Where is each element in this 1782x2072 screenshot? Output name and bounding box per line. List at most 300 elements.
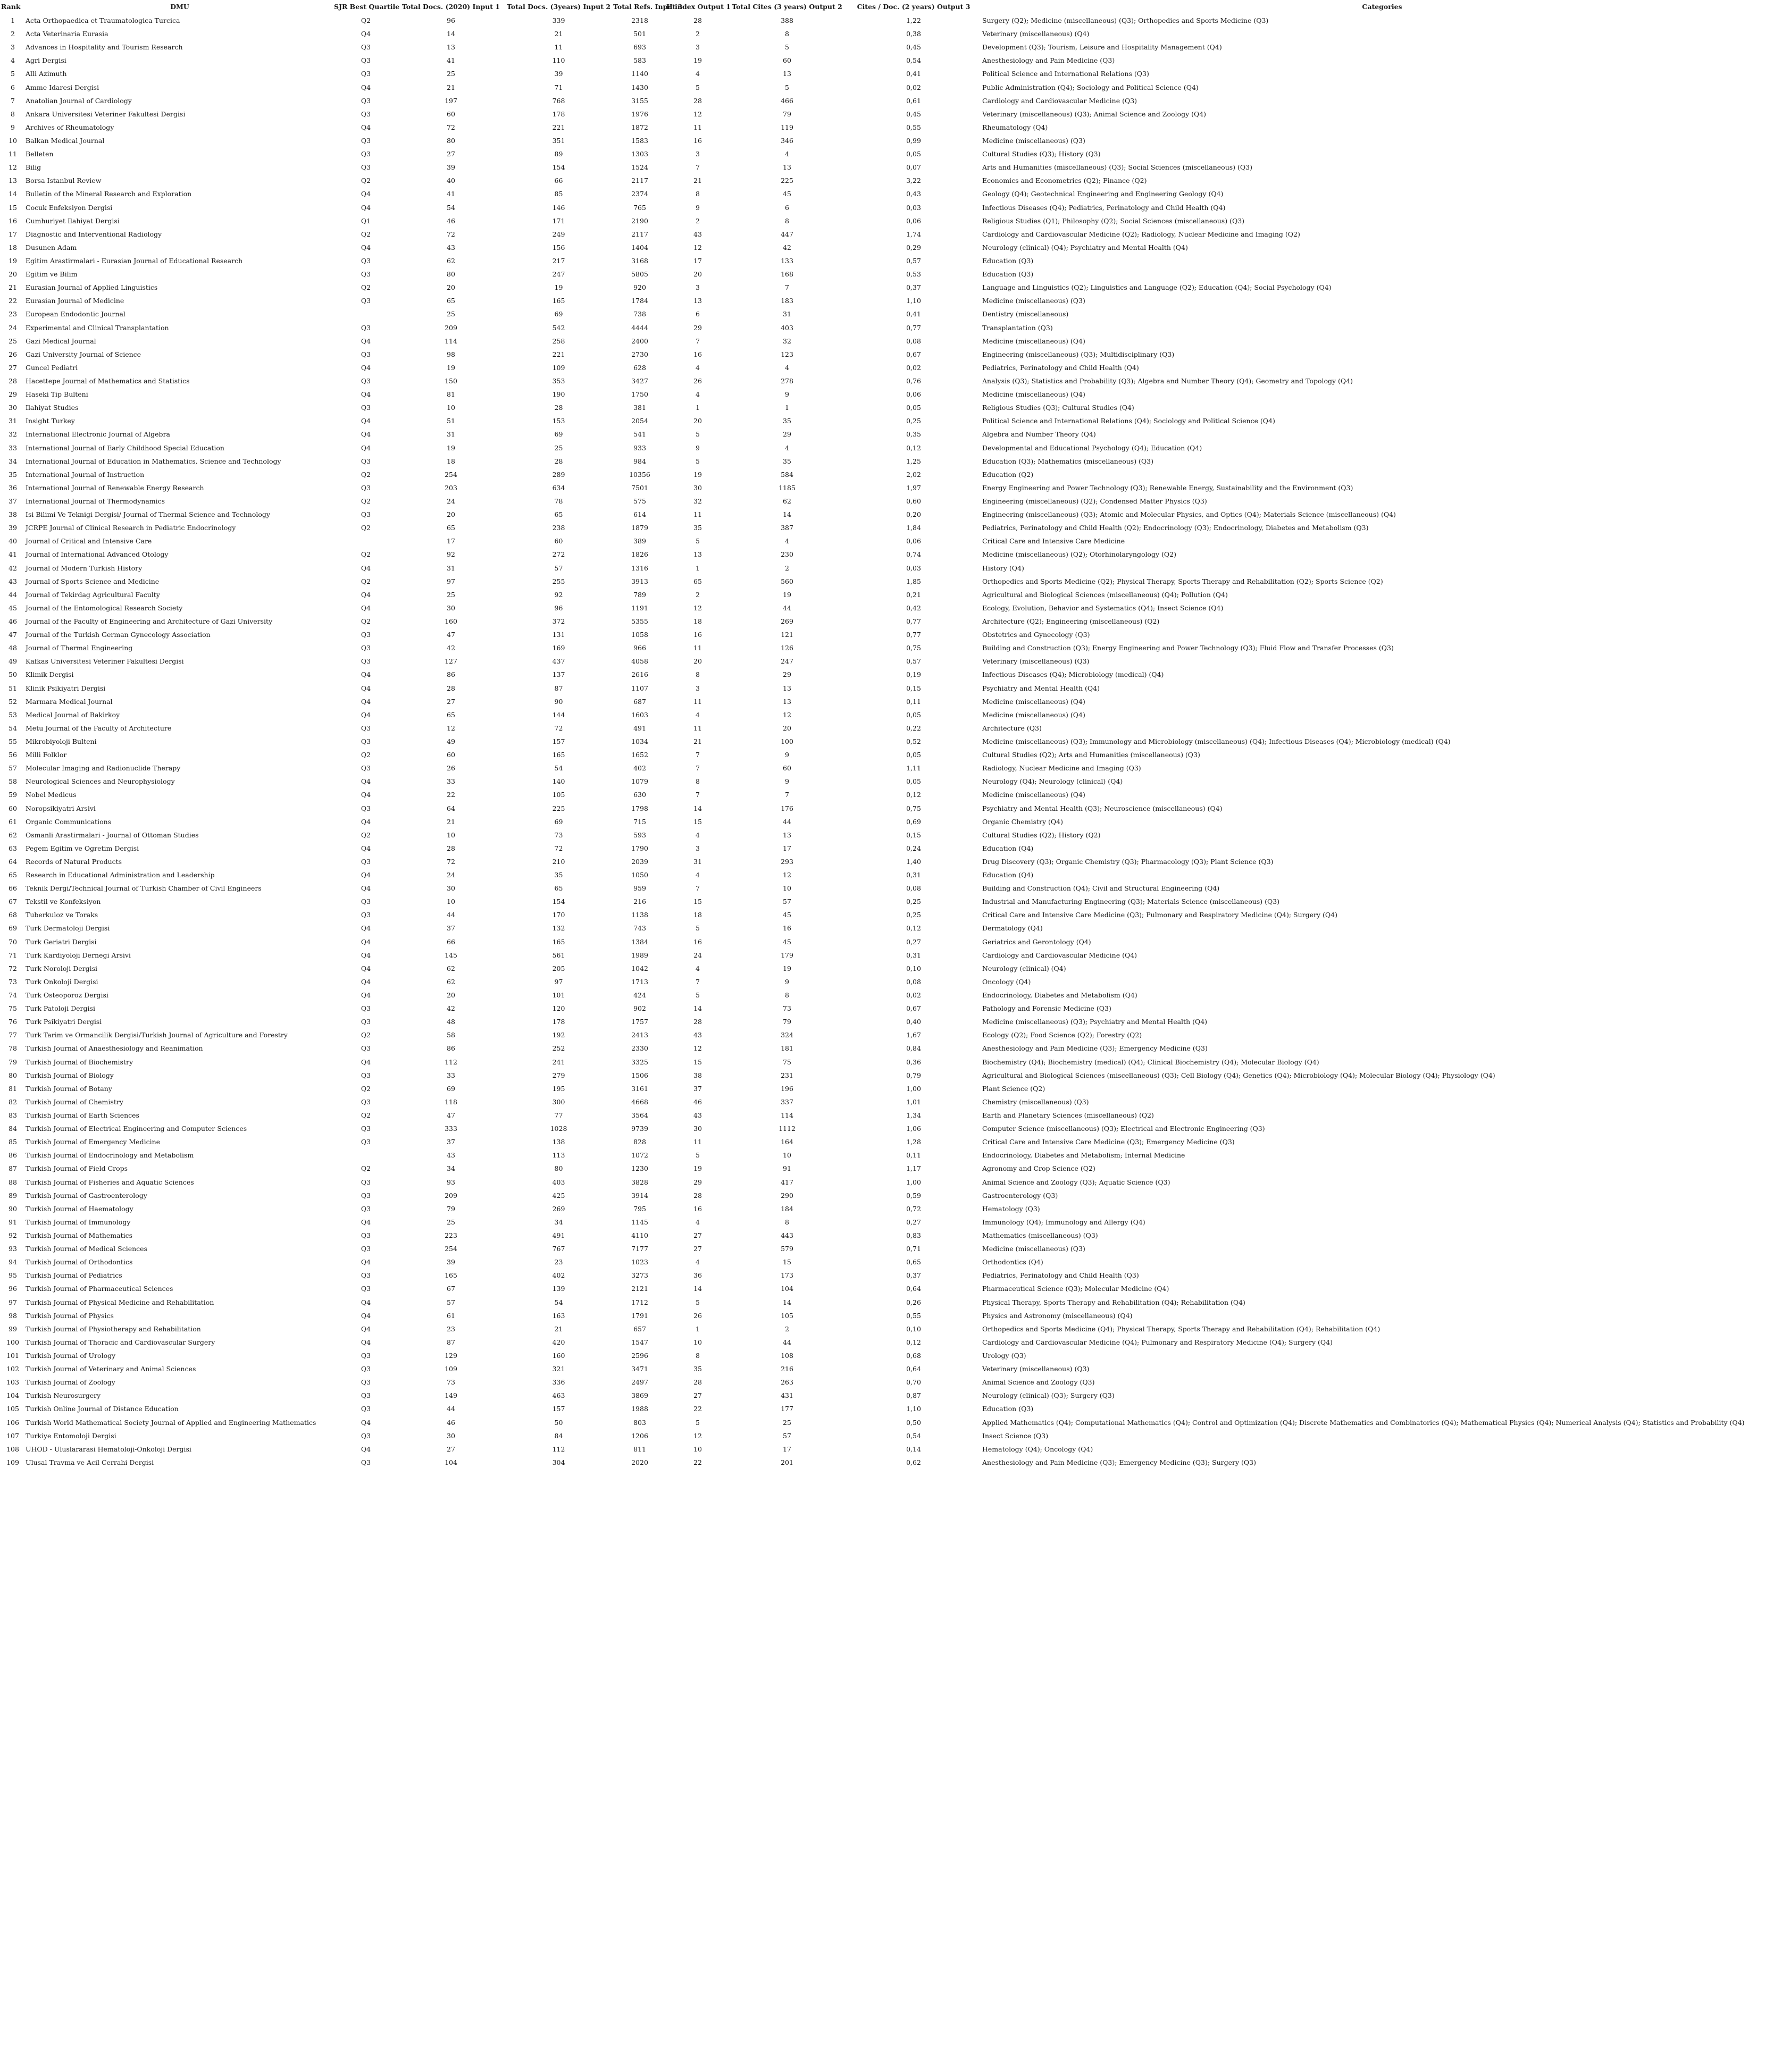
cell-total-docs-2020: 254 <box>445 1245 457 1253</box>
cell-dmu: International Journal of Renewable Energy Research <box>26 483 204 492</box>
cell-total-docs-2020: 37 <box>447 1138 455 1146</box>
cell-total-docs-3years: 72 <box>554 844 563 852</box>
cell-categories: Earth and Planetary Sciences (miscellaneous) (Q2) <box>982 1111 1154 1120</box>
cell-total-docs-2020: 114 <box>445 337 457 345</box>
cell-h-index: 30 <box>693 1125 702 1133</box>
cell-cites-per-doc: 0,41 <box>906 70 921 78</box>
cell-rank: 5 <box>11 70 15 78</box>
cell-total-refs: 2730 <box>631 350 648 358</box>
cell-rank: 82 <box>9 1097 17 1106</box>
cell-h-index: 20 <box>693 417 702 425</box>
cell-quartile: Q3 <box>361 1365 371 1373</box>
cell-rank: 27 <box>9 363 17 372</box>
table-row <box>0 134 1782 147</box>
cell-total-cites: 346 <box>781 137 793 145</box>
cell-h-index: 8 <box>696 777 700 786</box>
cell-categories: Cardiology and Cardiovascular Medicine (Q3) <box>982 96 1137 105</box>
cell-h-index: 7 <box>696 977 700 986</box>
cell-total-cites: 35 <box>783 417 791 425</box>
cell-h-index: 1 <box>696 564 700 572</box>
cell-dmu: Turkish Journal of Fisheries and Aquatic Sciences <box>26 1178 194 1186</box>
cell-total-refs: 2596 <box>631 1351 648 1360</box>
cell-quartile: Q2 <box>361 1111 371 1120</box>
cell-categories: Transplantation (Q3) <box>982 323 1053 332</box>
cell-total-cites: 15 <box>783 1258 791 1266</box>
cell-rank: 49 <box>9 657 17 666</box>
cell-total-refs: 2020 <box>631 1458 648 1466</box>
table-row <box>0 1336 1782 1349</box>
cell-categories: Religious Studies (Q1); Philosophy (Q2); Social Sciences (miscellaneous) (Q3) <box>982 216 1245 225</box>
cell-total-cites: 8 <box>785 1218 789 1226</box>
table-row <box>0 267 1782 281</box>
cell-h-index: 16 <box>693 350 702 358</box>
cell-total-docs-2020: 39 <box>447 1258 455 1266</box>
cell-dmu: Turkish Journal of Endocrinology and Metabolism <box>26 1151 194 1160</box>
cell-h-index: 21 <box>693 177 702 185</box>
cell-total-docs-2020: 41 <box>447 56 455 65</box>
cell-total-docs-2020: 24 <box>447 871 455 879</box>
cell-total-docs-3years: 92 <box>554 590 563 599</box>
cell-total-refs: 693 <box>633 43 646 52</box>
cell-dmu: International Journal of Education in Mathematics, Science and Technology <box>26 457 281 465</box>
cell-total-docs-2020: 14 <box>447 30 455 38</box>
cell-cites-per-doc: 0,37 <box>906 283 921 292</box>
cell-total-docs-2020: 40 <box>447 177 455 185</box>
cell-cites-per-doc: 0,07 <box>906 163 921 172</box>
cell-quartile: Q3 <box>361 323 371 332</box>
cell-total-cites: 104 <box>781 1285 793 1293</box>
cell-total-docs-3years: 137 <box>552 670 565 679</box>
cell-total-docs-2020: 65 <box>447 297 455 305</box>
cell-cites-per-doc: 0,27 <box>906 937 921 946</box>
cell-total-docs-2020: 333 <box>445 1125 457 1133</box>
cell-total-refs: 2190 <box>631 216 648 225</box>
cell-total-docs-3years: 109 <box>552 363 565 372</box>
cell-dmu: Marmara Medical Journal <box>26 697 113 706</box>
cell-h-index: 38 <box>693 1071 702 1079</box>
cell-categories: Medicine (miscellaneous) (Q4) <box>982 791 1085 799</box>
cell-total-refs: 657 <box>633 1324 646 1333</box>
cell-h-index: 29 <box>693 323 702 332</box>
cell-h-index: 12 <box>693 1044 702 1053</box>
cell-dmu: Turkiye Entomoloji Dergisi <box>26 1431 116 1440</box>
cell-total-docs-3years: 80 <box>554 1164 563 1173</box>
cell-rank: 105 <box>6 1405 19 1413</box>
cell-quartile: Q4 <box>361 937 371 946</box>
cell-rank: 9 <box>11 123 15 131</box>
cell-categories: Ecology, Evolution, Behavior and Systematics (Q4); Insect Science (Q4) <box>982 603 1224 612</box>
cell-cites-per-doc: 1,06 <box>906 1125 921 1133</box>
cell-total-docs-2020: 31 <box>447 564 455 572</box>
cell-total-refs: 4668 <box>631 1097 648 1106</box>
table-row <box>0 521 1782 534</box>
cell-dmu: Journal of the Entomological Research Society <box>26 603 183 612</box>
cell-cites-per-doc: 0,14 <box>906 1445 921 1453</box>
cell-rank: 70 <box>9 937 17 946</box>
cell-categories: Critical Care and Intensive Care Medicine <box>982 537 1125 546</box>
cell-cites-per-doc: 0,67 <box>906 1004 921 1013</box>
cell-dmu: Turk Kardiyoloji Dernegi Arsivi <box>26 951 131 959</box>
cell-rank: 91 <box>9 1218 17 1226</box>
cell-quartile: Q3 <box>361 1351 371 1360</box>
cell-total-refs: 3828 <box>631 1178 648 1186</box>
cell-total-refs: 933 <box>633 443 646 452</box>
cell-categories: Cultural Studies (Q3); History (Q3) <box>982 150 1101 158</box>
cell-quartile: Q4 <box>361 964 371 972</box>
cell-total-refs: 1404 <box>631 243 648 251</box>
cell-total-cites: 10 <box>783 884 791 893</box>
cell-total-cites: 5 <box>785 83 789 91</box>
table-row <box>0 628 1782 641</box>
table-row <box>0 1362 1782 1375</box>
cell-total-cites: 290 <box>781 1191 793 1199</box>
cell-total-docs-3years: 39 <box>554 70 563 78</box>
cell-categories: Cardiology and Cardiovascular Medicine (Q2); Radiology, Nuclear Medicine and Imaging (Q2) <box>982 230 1300 238</box>
cell-rank: 104 <box>6 1391 19 1400</box>
cell-h-index: 16 <box>693 137 702 145</box>
cell-total-cites: 179 <box>781 951 793 959</box>
cell-total-docs-2020: 54 <box>447 203 455 212</box>
cell-total-docs-2020: 22 <box>447 791 455 799</box>
cell-total-refs: 1603 <box>631 710 648 719</box>
cell-cites-per-doc: 0,08 <box>906 337 921 345</box>
cell-total-docs-3years: 21 <box>554 1324 563 1333</box>
cell-cites-per-doc: 1,10 <box>906 297 921 305</box>
cell-cites-per-doc: 1,00 <box>906 1084 921 1093</box>
cell-total-refs: 7501 <box>631 483 648 492</box>
cell-dmu: Turkish Journal of Electrical Engineering and Computer Sciences <box>26 1125 247 1133</box>
cell-total-docs-3years: 132 <box>552 924 565 933</box>
cell-categories: History (Q4) <box>982 564 1024 572</box>
cell-total-docs-2020: 49 <box>447 737 455 745</box>
cell-total-docs-3years: 241 <box>552 1058 565 1066</box>
cell-h-index: 21 <box>693 737 702 745</box>
cell-dmu: Ulusal Travma ve Acil Cerrahi Dergisi <box>26 1458 154 1466</box>
cell-total-cites: 45 <box>783 190 791 198</box>
cell-rank: 25 <box>9 337 17 345</box>
cell-total-refs: 1138 <box>631 911 648 919</box>
cell-h-index: 7 <box>696 337 700 345</box>
cell-total-refs: 4110 <box>631 1231 648 1239</box>
cell-h-index: 28 <box>693 1191 702 1199</box>
cell-total-refs: 1583 <box>631 137 648 145</box>
cell-dmu: Turkish Journal of Thoracic and Cardiovascular Surgery <box>26 1338 215 1346</box>
table-row <box>0 147 1782 161</box>
cell-categories: Medicine (miscellaneous) (Q3); Immunology and Microbiology (miscellaneous) (Q4); Infectious Diseases (Q4); Microbiology (medical) (Q4) <box>982 737 1451 745</box>
cell-total-docs-3years: 60 <box>554 537 563 546</box>
cell-total-docs-2020: 69 <box>447 1084 455 1093</box>
cell-quartile: Q3 <box>361 163 371 172</box>
cell-total-docs-2020: 47 <box>447 1111 455 1120</box>
cell-total-docs-3years: 69 <box>554 430 563 439</box>
table-row <box>0 187 1782 200</box>
table-row <box>0 361 1782 374</box>
cell-rank: 87 <box>9 1164 17 1173</box>
cell-total-docs-2020: 37 <box>447 924 455 933</box>
cell-cites-per-doc: 0,54 <box>906 1431 921 1440</box>
cell-total-cites: 7 <box>785 283 789 292</box>
cell-total-docs-3years: 113 <box>552 1151 565 1160</box>
table-row <box>0 228 1782 241</box>
cell-quartile: Q2 <box>361 524 371 532</box>
cell-total-docs-3years: 279 <box>552 1071 565 1079</box>
cell-categories: Insect Science (Q3) <box>982 1431 1049 1440</box>
cell-total-cites: 164 <box>781 1138 793 1146</box>
cell-rank: 30 <box>9 404 17 412</box>
cell-rank: 80 <box>9 1071 17 1079</box>
cell-cites-per-doc: 1,67 <box>906 1031 921 1039</box>
cell-total-refs: 3427 <box>631 377 648 385</box>
cell-total-cites: 263 <box>781 1378 793 1387</box>
cell-total-docs-3years: 195 <box>552 1084 565 1093</box>
cell-dmu: International Electronic Journal of Algebra <box>26 430 170 439</box>
cell-total-docs-3years: 69 <box>554 817 563 826</box>
cell-quartile: Q4 <box>361 670 371 679</box>
cell-dmu: Advances in Hospitality and Tourism Research <box>26 43 183 52</box>
cell-cites-per-doc: 0,55 <box>906 1311 921 1320</box>
header-total-cites: Total Cites (3 years) Output 2 <box>732 3 842 11</box>
cell-categories: Political Science and International Relations (Q4); Sociology and Political Science (Q4) <box>982 417 1275 425</box>
cell-cites-per-doc: 0,05 <box>906 751 921 759</box>
cell-rank: 46 <box>9 617 17 625</box>
cell-rank: 1 <box>11 16 15 25</box>
cell-total-docs-3years: 210 <box>552 857 565 866</box>
cell-categories: Endocrinology, Diabetes and Metabolism (Q4) <box>982 991 1137 1000</box>
cell-categories: Cultural Studies (Q2); Arts and Humanities (miscellaneous) (Q3) <box>982 751 1200 759</box>
cell-total-cites: 29 <box>783 430 791 439</box>
cell-dmu: Alli Azimuth <box>26 70 67 78</box>
cell-quartile: Q3 <box>361 644 371 652</box>
header-total-docs-2020: Total Docs. (2020) Input 1 <box>401 3 500 11</box>
cell-rank: 17 <box>9 230 17 238</box>
cell-total-refs: 984 <box>633 457 646 465</box>
cell-dmu: Turk Tarim ve Ormancilik Dergisi/Turkish Journal of Agriculture and Forestry <box>26 1031 288 1039</box>
cell-h-index: 36 <box>693 1271 702 1280</box>
table-row <box>0 294 1782 307</box>
cell-rank: 93 <box>9 1245 17 1253</box>
cell-total-docs-3years: 66 <box>554 177 563 185</box>
cell-h-index: 13 <box>693 550 702 559</box>
table-row <box>0 681 1782 694</box>
cell-quartile: Q3 <box>361 737 371 745</box>
cell-h-index: 8 <box>696 190 700 198</box>
cell-rank: 88 <box>9 1178 17 1186</box>
cell-total-docs-3years: 491 <box>552 1231 565 1239</box>
cell-quartile: Q3 <box>361 350 371 358</box>
cell-total-cites: 13 <box>783 163 791 172</box>
cell-h-index: 18 <box>693 617 702 625</box>
cell-h-index: 4 <box>696 831 700 839</box>
cell-total-docs-2020: 25 <box>447 70 455 78</box>
cell-total-docs-3years: 139 <box>552 1285 565 1293</box>
cell-cites-per-doc: 0,87 <box>906 1391 921 1400</box>
cell-total-docs-2020: 67 <box>447 1285 455 1293</box>
table-row <box>0 921 1782 935</box>
cell-total-docs-2020: 145 <box>445 951 457 959</box>
cell-quartile: Q2 <box>361 1031 371 1039</box>
cell-dmu: Turkish Journal of Medical Sciences <box>26 1245 147 1253</box>
cell-total-docs-3years: 258 <box>552 337 565 345</box>
cell-cites-per-doc: 0,36 <box>906 1058 921 1066</box>
cell-h-index: 27 <box>693 1245 702 1253</box>
cell-total-docs-3years: 542 <box>552 323 565 332</box>
cell-rank: 48 <box>9 644 17 652</box>
cell-total-docs-2020: 13 <box>447 43 455 52</box>
cell-total-refs: 628 <box>633 363 646 372</box>
cell-cites-per-doc: 0,35 <box>906 430 921 439</box>
cell-total-refs: 1652 <box>631 751 648 759</box>
cell-rank: 6 <box>11 83 15 91</box>
cell-total-refs: 3914 <box>631 1191 648 1199</box>
cell-h-index: 4 <box>696 1258 700 1266</box>
cell-h-index: 7 <box>696 791 700 799</box>
cell-total-docs-3years: 110 <box>552 56 565 65</box>
cell-total-cites: 196 <box>781 1084 793 1093</box>
cell-total-docs-3years: 28 <box>554 404 563 412</box>
cell-rank: 109 <box>6 1458 19 1466</box>
cell-rank: 71 <box>9 951 17 959</box>
cell-dmu: Gazi University Journal of Science <box>26 350 141 358</box>
cell-quartile: Q3 <box>361 724 371 732</box>
cell-total-refs: 3325 <box>631 1058 648 1066</box>
cell-categories: Neurology (Q4); Neurology (clinical) (Q4) <box>982 777 1123 786</box>
cell-cites-per-doc: 0,57 <box>906 657 921 666</box>
cell-cites-per-doc: 0,60 <box>906 497 921 505</box>
table-row <box>0 1442 1782 1456</box>
cell-h-index: 10 <box>693 1338 702 1346</box>
cell-dmu: Molecular Imaging and Radionuclide Therapy <box>26 764 181 773</box>
cell-h-index: 46 <box>693 1097 702 1106</box>
cell-total-refs: 3471 <box>631 1365 648 1373</box>
table-row <box>0 67 1782 80</box>
cell-total-refs: 1034 <box>631 737 648 745</box>
cell-categories: Pediatrics, Perinatology and Child Health (Q4) <box>982 363 1139 372</box>
cell-rank: 29 <box>9 390 17 399</box>
cell-total-refs: 1316 <box>631 564 648 572</box>
cell-total-docs-3years: 28 <box>554 457 563 465</box>
table-row <box>0 1055 1782 1069</box>
cell-dmu: Acta Veterinaria Eurasia <box>26 30 108 38</box>
cell-cites-per-doc: 0,54 <box>906 56 921 65</box>
cell-total-refs: 828 <box>633 1138 646 1146</box>
cell-rank: 61 <box>9 817 17 826</box>
cell-dmu: Pegem Egitim ve Ogretim Dergisi <box>26 844 139 852</box>
cell-dmu: Turk Geriatri Dergisi <box>26 937 97 946</box>
cell-dmu: Organic Communications <box>26 817 112 826</box>
cell-quartile: Q4 <box>361 924 371 933</box>
cell-categories: Neurology (clinical) (Q4) <box>982 964 1066 972</box>
cell-total-cites: 35 <box>783 457 791 465</box>
table-row <box>0 735 1782 748</box>
cell-categories: Medicine (miscellaneous) (Q3) <box>982 1245 1085 1253</box>
cell-h-index: 12 <box>693 110 702 118</box>
cell-rank: 53 <box>9 710 17 719</box>
cell-total-refs: 1791 <box>631 1311 648 1320</box>
cell-total-refs: 3564 <box>631 1111 648 1120</box>
cell-total-docs-2020: 21 <box>447 817 455 826</box>
cell-total-docs-3years: 65 <box>554 510 563 519</box>
cell-categories: Veterinary (miscellaneous) (Q3) <box>982 1365 1090 1373</box>
cell-dmu: Dusunen Adam <box>26 243 77 251</box>
cell-total-docs-3years: 131 <box>552 631 565 639</box>
cell-total-cites: 14 <box>783 1298 791 1306</box>
cell-total-refs: 1790 <box>631 844 648 852</box>
cell-total-cites: 133 <box>781 257 793 265</box>
cell-cites-per-doc: 0,68 <box>906 1351 921 1360</box>
cell-quartile: Q3 <box>361 1285 371 1293</box>
cell-total-cites: 75 <box>783 1058 791 1066</box>
cell-dmu: Turkish Journal of Physiotherapy and Rehabilitation <box>26 1324 201 1333</box>
cell-categories: Surgery (Q2); Medicine (miscellaneous) (Q3); Orthopedics and Sports Medicine (Q3) <box>982 16 1269 25</box>
cell-total-cites: 443 <box>781 1231 793 1239</box>
cell-dmu: Tuberkuloz ve Toraks <box>26 911 98 919</box>
cell-quartile: Q4 <box>361 791 371 799</box>
cell-total-docs-2020: 203 <box>445 483 457 492</box>
table-row <box>0 1042 1782 1055</box>
cell-total-cites: 184 <box>781 1204 793 1213</box>
cell-cites-per-doc: 0,05 <box>906 777 921 786</box>
cell-total-refs: 1145 <box>631 1218 648 1226</box>
cell-total-docs-2020: 160 <box>445 617 457 625</box>
cell-h-index: 22 <box>693 1458 702 1466</box>
cell-dmu: Turkish World Mathematical Society Journal of Applied and Engineering Mathematics <box>26 1418 316 1427</box>
cell-quartile: Q3 <box>361 457 371 465</box>
cell-total-refs: 1050 <box>631 871 648 879</box>
table-row <box>0 561 1782 574</box>
cell-total-cites: 79 <box>783 110 791 118</box>
cell-h-index: 37 <box>693 1084 702 1093</box>
cell-quartile: Q4 <box>361 1298 371 1306</box>
cell-h-index: 5 <box>696 1418 700 1427</box>
cell-quartile: Q3 <box>361 297 371 305</box>
cell-cites-per-doc: 1,11 <box>906 764 921 773</box>
cell-quartile: Q3 <box>361 1071 371 1079</box>
cell-rank: 20 <box>9 270 17 279</box>
cell-h-index: 30 <box>693 483 702 492</box>
table-row <box>0 494 1782 508</box>
table-row <box>0 401 1782 414</box>
cell-cites-per-doc: 0,79 <box>906 1071 921 1079</box>
cell-quartile: Q2 <box>361 577 371 585</box>
cell-h-index: 4 <box>696 964 700 972</box>
cell-cites-per-doc: 0,12 <box>906 1338 921 1346</box>
cell-dmu: European Endodontic Journal <box>26 310 126 318</box>
cell-total-docs-2020: 209 <box>445 1191 457 1199</box>
cell-total-cites: 44 <box>783 817 791 826</box>
cell-total-cites: 201 <box>781 1458 793 1466</box>
cell-categories: Veterinary (miscellaneous) (Q3); Animal Science and Zoology (Q4) <box>982 110 1207 118</box>
cell-h-index: 5 <box>696 924 700 933</box>
cell-h-index: 19 <box>693 470 702 479</box>
cell-total-refs: 1798 <box>631 804 648 812</box>
cell-quartile: Q4 <box>361 590 371 599</box>
cell-total-refs: 1989 <box>631 951 648 959</box>
cell-categories: Geriatrics and Gerontology (Q4) <box>982 937 1091 946</box>
cell-rank: 79 <box>9 1058 17 1066</box>
cell-quartile: Q4 <box>361 710 371 719</box>
cell-total-refs: 1750 <box>631 390 648 399</box>
cell-total-cites: 4 <box>785 363 789 372</box>
cell-quartile: Q2 <box>361 16 371 25</box>
cell-total-docs-3years: 153 <box>552 417 565 425</box>
cell-categories: Education (Q4) <box>982 871 1034 879</box>
cell-dmu: Turkish Journal of Anaesthesiology and Reanimation <box>26 1044 203 1053</box>
cell-total-docs-2020: 25 <box>447 590 455 599</box>
cell-quartile: Q4 <box>361 817 371 826</box>
cell-h-index: 43 <box>693 230 702 238</box>
cell-total-refs: 3168 <box>631 257 648 265</box>
cell-categories: Hematology (Q4); Oncology (Q4) <box>982 1445 1093 1453</box>
